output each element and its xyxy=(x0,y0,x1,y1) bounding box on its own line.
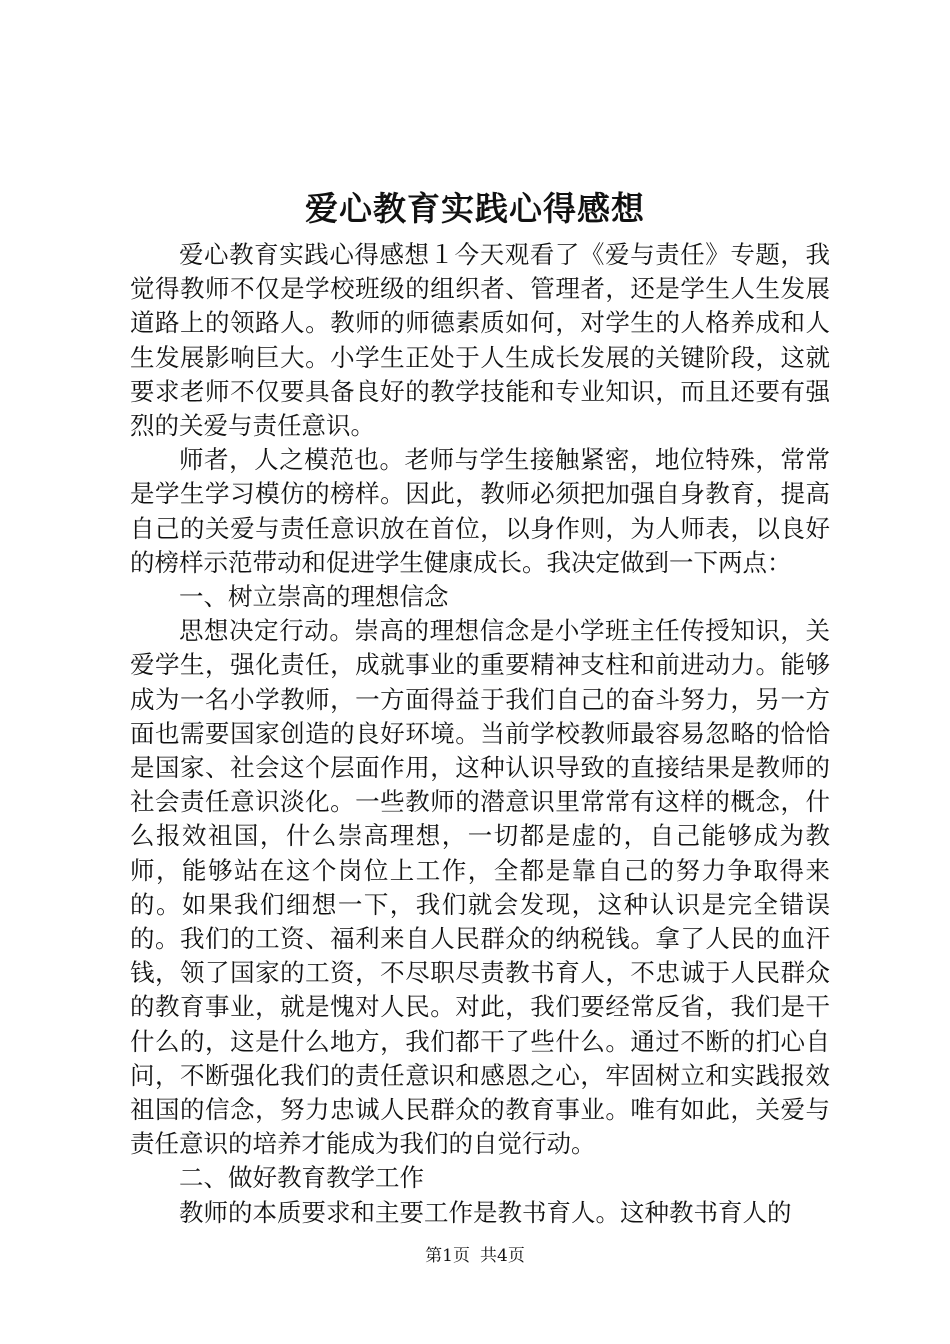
page-footer xyxy=(0,1244,950,1268)
page-total: 共4页 xyxy=(480,1246,525,1266)
paragraph-role-model: 师者，人之模范也。老师与学生接触紧密，地位特殊，常常是学生学习模仿的榜样。因此，教师必须把加强自身教育，提高自己的关爱与责任意识放在首位，以身作则，为人师表，以良好的榜样示范带动和促进学生健康成长。我决定做到一下两点： xyxy=(130,445,830,577)
document-body xyxy=(130,238,830,1230)
section-heading-1: 一、树立崇高的理想信念 xyxy=(179,582,449,612)
paragraph-teaching: 教师的本质要求和主要工作是教书育人。这种教书育人的 xyxy=(179,1197,792,1227)
document-title: 爱心教育实践心得感想 xyxy=(305,189,645,228)
section-heading-2: 二、做好教育教学工作 xyxy=(179,1163,424,1193)
paragraph-intro: 爱心教育实践心得感想１今天观看了《爱与责任》专题，我觉得教师不仅是学校班级的组织者、管理者，还是学生人生发展道路上的领路人。教师的师德素质如何，对学生的人格养成和人生发展影响巨大。小学生正处于人生成长发展的关键阶段，这就要求老师不仅要具备良好的教学技能和专业知识，而且还要有强烈的关爱与责任意识。 xyxy=(130,240,830,441)
paragraph-ideals: 思想决定行动。崇高的理想信念是小学班主任传授知识，关爱学生，强化责任，成就事业的重要精神支柱和前进动力。能够成为一名小学教师，一方面得益于我们自己的奋斗努力，另一方面也需要国家创造的良好环境。当前学校教师最容易忽略的恰恰是国家、社会这个层面作用，这种认识导致的直接结果是教师的社会责任意识淡化。一些教师的潜意识里常常有这样的概念，什么报效祖国，什么崇高理想，一切都是虚的，自己能够成为教师，能够站在这个岗位上工作，全都是靠自己的努力争取得来的。如果我们细想一下，我们就会发现，这种认识是完全错误的。我们的工资、福利来自人民群众的纳税钱。拿了人民的血汗钱，领了国家的工资，不尽职尽责教书育人，不忠诚于人民群众的教育事业，就是愧对人民。对此，我们要经常反省，我们是干什么的，这是什么地方，我们都干了些什么。通过不断的扪心自问，不断强化我们的责任意识和感恩之心，牢固树立和实践报效祖国的信念，努力忠诚人民群众的教育事业。唯有如此，关爱与责任意识的培养才能成为我们的自觉行动。 xyxy=(130,616,830,1159)
page-number: 第1页 xyxy=(425,1246,470,1266)
